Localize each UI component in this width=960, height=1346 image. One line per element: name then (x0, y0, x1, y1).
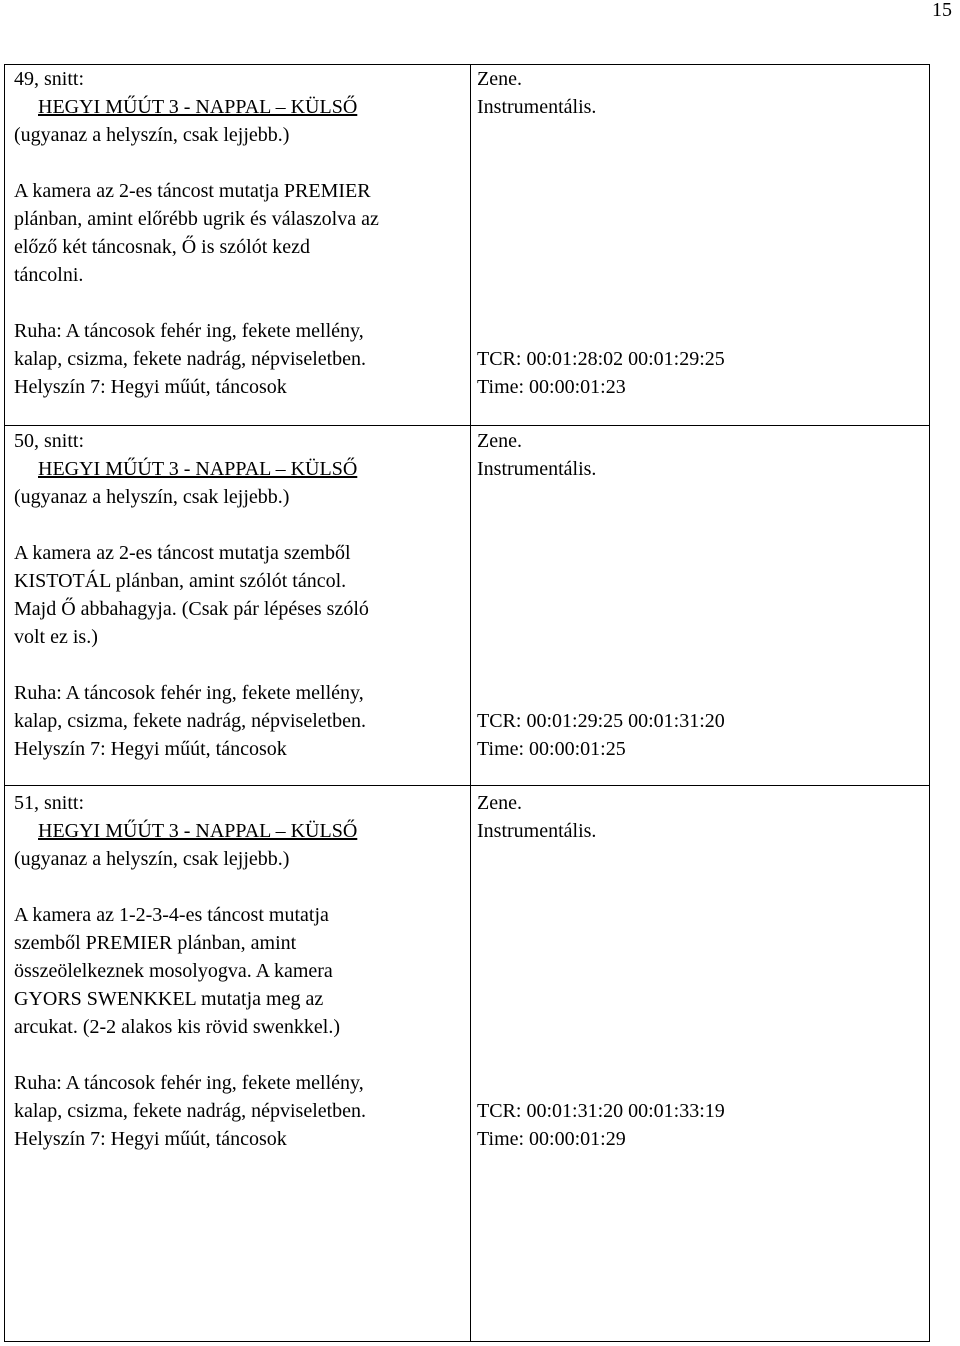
scene-50-audio-cell (477, 427, 596, 483)
scene-description-line: A kamera az 2-es táncost mutatja PREMIER (14, 180, 371, 202)
scene-location: HEGYI MŰÚT 3 - NAPPAL – KÜLSŐ (38, 458, 358, 480)
tcr-line: TCR: 00:01:31:20 00:01:33:19 (477, 1100, 725, 1122)
row-divider (5, 785, 929, 786)
costume-line: kalap, csizma, fekete nadrág, népviseletben. (14, 710, 367, 732)
scene-50-timecode-cell (477, 707, 725, 763)
scene-description-line: GYORS SWENKKEL mutatja meg az (14, 988, 324, 1010)
costume-line: Ruha: A táncosok fehér ing, fekete mellény, (14, 320, 364, 342)
audio-line: Instrumentális. (477, 96, 597, 118)
column-divider (470, 65, 471, 1341)
scene-description-line: A kamera az 1-2-3-4-es táncost mutatja (14, 904, 329, 926)
audio-line: Zene. (477, 68, 522, 90)
scene-location: HEGYI MŰÚT 3 - NAPPAL – KÜLSŐ (38, 820, 358, 842)
scene-50-description-cell (14, 427, 369, 763)
scene-description-line: A kamera az 2-es táncost mutatja szemből (14, 542, 351, 564)
row-divider (5, 425, 929, 426)
set-line: Helyszín 7: Hegyi műút, táncosok (14, 738, 287, 760)
shooting-script-table (4, 64, 930, 1342)
costume-line: Ruha: A táncosok fehér ing, fekete mellény, (14, 682, 364, 704)
scene-description-line: KISTOTÁL plánban, amint szólót táncol. (14, 570, 347, 592)
scene-description-line: összeölelkeznek mosolyogva. A kamera (14, 960, 333, 982)
scene-description-line: plánban, amint előrébb ugrik és válaszolva az (14, 208, 379, 230)
scene-51-timecode-cell (477, 1097, 725, 1153)
scene-location-note: (ugyanaz a helyszín, csak lejjebb.) (14, 848, 290, 870)
tcr-line: TCR: 00:01:29:25 00:01:31:20 (477, 710, 725, 732)
scene-49-description-cell (14, 65, 379, 401)
scene-heading: 51, snitt: (14, 792, 85, 814)
set-line: Helyszín 7: Hegyi műút, táncosok (14, 1128, 287, 1150)
time-line: Time: 00:00:01:29 (477, 1128, 626, 1150)
scene-51-audio-cell (477, 789, 596, 845)
scene-49-timecode-cell (477, 345, 725, 401)
scene-51-description-cell (14, 789, 366, 1153)
scene-description-line: arcukat. (2-2 alakos kis rövid swenkkel.) (14, 1016, 341, 1038)
scene-description-line: előző két táncosnak, Ő is szólót kezd (14, 236, 311, 258)
scene-location-note: (ugyanaz a helyszín, csak lejjebb.) (14, 486, 290, 508)
set-line: Helyszín 7: Hegyi műút, táncosok (14, 376, 287, 398)
scene-description-line: szemből PREMIER plánban, amint (14, 932, 297, 954)
costume-line: Ruha: A táncosok fehér ing, fekete mellény, (14, 1072, 364, 1094)
costume-line: kalap, csizma, fekete nadrág, népviseletben. (14, 348, 367, 370)
scene-description-line: volt ez is.) (14, 626, 98, 648)
scene-description-line: Majd Ő abbahagyja. (Csak pár lépéses szóló (14, 598, 369, 620)
costume-line: kalap, csizma, fekete nadrág, népviseletben. (14, 1100, 367, 1122)
scene-49-audio-cell (477, 65, 596, 121)
page-number: 15 (932, 0, 952, 21)
audio-line: Zene. (477, 430, 522, 452)
scene-heading: 50, snitt: (14, 430, 85, 452)
audio-line: Instrumentális. (477, 820, 597, 842)
scene-heading: 49, snitt: (14, 68, 85, 90)
audio-line: Zene. (477, 792, 522, 814)
time-line: Time: 00:00:01:25 (477, 738, 626, 760)
scene-location: HEGYI MŰÚT 3 - NAPPAL – KÜLSŐ (38, 96, 358, 118)
scene-description-line: táncolni. (14, 264, 84, 286)
audio-line: Instrumentális. (477, 458, 597, 480)
time-line: Time: 00:00:01:23 (477, 376, 626, 398)
scene-location-note: (ugyanaz a helyszín, csak lejjebb.) (14, 124, 290, 146)
tcr-line: TCR: 00:01:28:02 00:01:29:25 (477, 348, 725, 370)
